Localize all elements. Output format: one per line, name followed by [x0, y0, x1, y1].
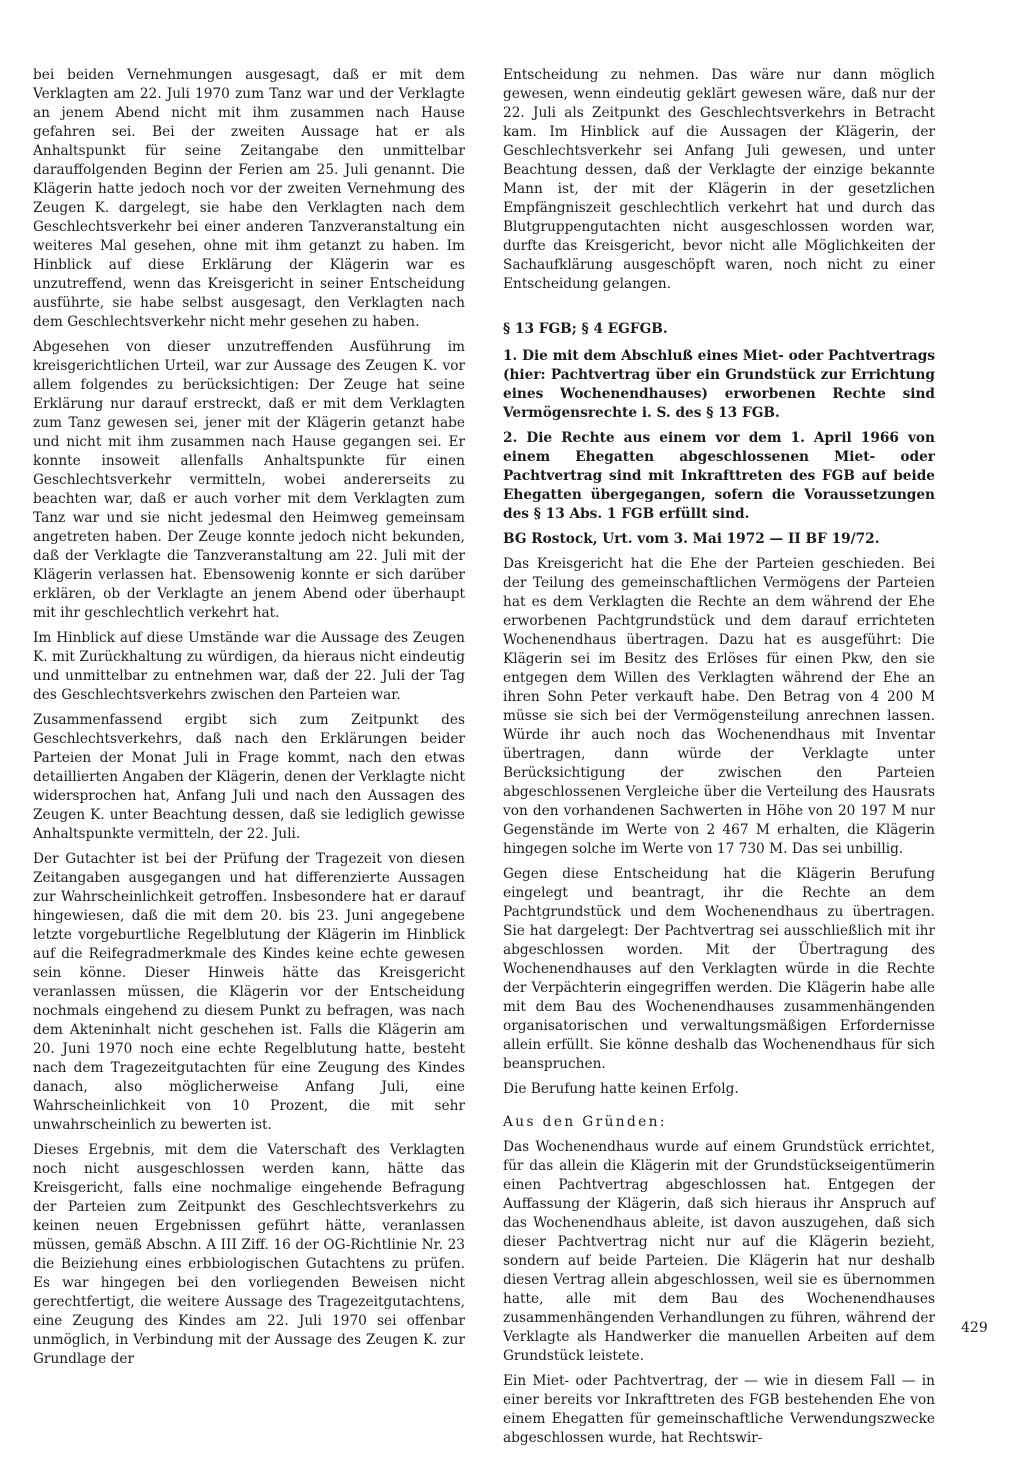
paragraph: Im Hinblick auf diese Umstände war die Aussage des Zeugen K. mit Zurückhaltung zu würdigen, da hieraus nicht eindeutig und unmittelbar zu entnehmen war, daß der 22. Juli der Tag des Geschlechtsverkehrs zwischen den Parteien war.	[33, 630, 465, 703]
paragraph: Entscheidung zu nehmen. Das wäre nur dann möglich gewesen, wenn eindeutig geklärt gewesen wäre, daß nur der 22. Juli als Zeitpunkt des Geschlechtsverkehrs in Betracht kam. Im Hinblick auf die Aussagen der Klägerin, der Geschlechtsverkehr sei Anfang Juli gewesen, und unter Beachtung dessen, daß der Verklagte der einzige bekannte Mann ist, der mit der Klägerin in der gesetzlichen Empfängniszeit geschlechtlich verkehrt hat und durch das Blutgruppengutachten nicht ausgeschlossen worden war, durfte das Kreisgericht, bevor nicht alle Möglichkeiten der Sachaufklärung ausgeschöpft waren, noch nicht zu einer Entscheidung gelangen.	[503, 67, 935, 292]
paragraph: Abgesehen von dieser unzutreffenden Ausführung im kreisgerichtlichen Urteil, war zur Aussage des Zeugen K. vor allem folgendes zu berücksichtigen: Der Zeuge hat seine Erklärung nur darauf erstreckt, daß er mit dem Verklagten zum Tanz gewesen sei, jener mit der Klägerin getanzt habe und nicht mit ihm zusammen nach Hause gegangen sei. Er konnte insoweit allenfalls Anhaltspunkte für einen Geschlechtsverkehr vermitteln, wobei andererseits zu beachten war, daß er auch vorher mit dem Verklagten zum Tanz war und sie nicht jedesmal den Heimweg gemeinsam angetreten haben. Der Zeuge konnte jedoch nicht bekunden, daß der Verklagte die Tanzveranstaltung am 22. Juli mit der Klägerin verlassen hat. Ebensowenig konnte er sich darüber erklären, ob der Verklagte an jenem Abend oder überhaupt mit ihr geschlechtlich verkehrt hat.	[33, 339, 465, 621]
paragraph: Dieses Ergebnis, mit dem die Vaterschaft des Verklagten noch nicht ausgeschlossen werden kann, hätte das Kreisgericht, falls eine nochmalige eingehende Befragung der Parteien zum Zeitpunkt des Geschlechtsverkehrs zu keinen neuen Ergebnissen geführt hätte, veranlassen müssen, gemäß Abschn. A III Ziff. 16 der OG-Richtlinie Nr. 23 die Beiziehung eines erbbiologischen Gutachtens zu prüfen. Es war hingegen bei den vorliegenden Beweisen nicht gerechtfertigt, die weitere Aussage des Tragezeitgutachtens, eine Zeugung des Kindes am 22. Juli 1970 sei offenbar unmöglich, in Verbindung mit der Aussage des Zeugen K. zur Grundlage der	[33, 1142, 465, 1367]
headnote: 2. Die Rechte aus einem vor dem 1. April 1966 von einem Ehegatten abgeschlossenen Miet- oder Pachtvertrag sind mit Inkrafttreten des FGB auf beide Ehegatten übergegangen, sofern die Voraussetzungen des § 13 Abs. 1 FGB erfüllt sind.	[503, 430, 935, 522]
paragraph: Gegen diese Entscheidung hat die Klägerin Berufung eingelegt und beantragt, ihr die Rechte an dem Pachtgrundstück und dem Wochenendhaus zu übertragen. Sie hat dargelegt: Der Pachtvertrag sei ausschließlich mit ihr abgeschlossen worden. Mit der Übertragung des Wochenendhauses auf den Verklagten würde in die Rechte der Verpächterin eingegriffen werden. Die Klägerin habe alle mit dem Bau des Wochenendhauses zusammenhängenden organisatorischen und verwaltungsmäßigen Erfordernisse allein erfüllt. Sie könne deshalb das Wochenendhaus für sich beanspruchen.	[503, 866, 935, 1072]
case-citation: BG Rostock, Urt. vom 3. Mai 1972 — II BF 19/72.	[503, 531, 880, 547]
page-number: 429	[961, 1320, 988, 1336]
headnote: 1. Die mit dem Abschluß eines Miet- oder Pachtvertrags (hier: Pachtvertrag über ein Grundstück zur Errichtung eines Wochenendhauses) erworbenen Rechte sind Vermögensrechte i. S. des § 13 FGB.	[503, 348, 935, 421]
paragraph: Das Kreisgericht hat die Ehe der Parteien geschieden. Bei der Teilung des gemeinschaftlichen Vermögens der Parteien hat es dem Verklagten die Rechte an dem während der Ehe erworbenen Pachtgrundstück und dem darauf errichteten Wochenendhaus übertragen. Dazu hat es ausgeführt: Die Klägerin sei im Besitz des Erlöses für einen Pkw, den sie entgegen dem Willen des Verklagten während der Ehe an ihren Sohn Peter verkauft habe. Den Betrag von 4 200 M müsse sie sich bei der Vermögensteilung anrechnen lassen. Würde ihr auch noch das Wochenendhaus mit Inventar übertragen, dann würde der Verklagte unter Berücksichtigung der zwischen den Parteien abgeschlossenen Vergleiche über die Verteilung des Hausrats von den vorhandenen Sachwerten in Höhe von 20 197 M nur Gegenstände im Werte von 2 467 M erhalten, die Klägerin hingegen solche im Werte von 17 730 M. Das sei unbillig.	[503, 556, 935, 857]
paragraph: Die Berufung hatte keinen Erfolg.	[503, 1081, 739, 1097]
paragraph: bei beiden Vernehmungen ausgesagt, daß er mit dem Verklagten am 22. Juli 1970 zum Tanz war und der Verklagte an jenem Abend nicht mit ihm zusammen nach Hause gefahren sei. Bei der zweiten Aussage hat er als Anhaltspunkt für seine Zeitangabe den unmittelbar darauffolgenden Beginn der Ferien am 25. Juli genannt. Die Klägerin hatte jedoch noch vor der zweiten Vernehmung des Zeugen K. dargelegt, sie habe den Verklagten nach dem Geschlechtsverkehr bei einer anderen Tanzveranstaltung ein weiteres Mal gesehen, ohne mit ihm getanzt zu haben. Im Hinblick auf diese Erklärung der Klägerin war es unzutreffend, wenn das Kreisgericht in seiner Entscheidung ausführte, sie habe selbst ausgesagt, den Verklagten nach dem Geschlechtsverkehr nicht mehr gesehen zu haben.	[33, 67, 465, 330]
paragraph: Zusammenfassend ergibt sich zum Zeitpunkt des Geschlechtsverkehrs, daß nach den Erklärungen beider Parteien der Monat Juli in Frage kommt, nach den etwas detaillierten Angaben der Klägerin, denen der Verklagte nicht widersprochen hat, Anfang Juli und nach den Aussagen des Zeugen K. unter Beachtung dessen, daß sie lediglich gewisse Anhaltspunkte vermitteln, der 22. Juli.	[33, 712, 465, 842]
paragraph: Der Gutachter ist bei der Prüfung der Tragezeit von diesen Zeitangaben ausgegangen und hat differenzierte Aussagen zur Wahrscheinlichkeit getroffen. Insbesondere hat er darauf hingewiesen, daß die mit dem 20. bis 23. Juni angegebene letzte vorgeburtliche Regelblutung der Klägerin im Hinblick auf die Reifegradmerkmale des Kindes keine echte gewesen sein könne. Dieser Hinweis hätte das Kreisgericht veranlassen müssen, die Klägerin vor der Entscheidung nochmals eingehend zu diesem Punkt zu befragen, was nach dem Akteninhalt nicht geschehen ist. Falls die Klägerin am 20. Juni 1970 noch eine echte Regelblutung hatte, besteht nach dem Tragezeitgutachten für eine Zeugung des Kindes danach, also möglicherweise Anfang Juli, eine Wahrscheinlichkeit von 10 Prozent, die mit sehr unwahrscheinlich zu bewerten ist.	[33, 851, 465, 1133]
paragraph: Das Wochenendhaus wurde auf einem Grundstück errichtet, für das allein die Klägerin mit der Grundstückseigentümerin einen Pachtvertrag abgeschlossen hat. Entgegen der Auffassung der Klägerin, daß sich hieraus ihr Anspruch auf das Wochenendhaus ableite, ist davon auszugehen, daß sich dieser Pachtvertrag nicht nur auf die Klägerin bezieht, sondern auf beide Parteien. Die Klägerin hat nur deshalb diesen Vertrag allein abgeschlossen, weil sie es übernommen hatte, alle mit dem Bau des Wochenendhauses zusammenhängenden Verhandlungen zu führen, während der Verklagte als Handwerker die manuellen Arbeiten auf dem Grundstück leistete.	[503, 1139, 935, 1364]
paragraph: Ein Miet- oder Pachtvertrag, der — wie in diesem Fall — in einer bereits vor Inkrafttreten des FGB bestehenden Ehe von einem Ehegatten für gemeinschaftliche Verwendungszwecke abgeschlossen wurde, hat Rechtswir-	[503, 1373, 935, 1446]
left-column	[33, 66, 465, 1375]
right-column	[503, 66, 935, 1454]
section-heading: § 13 FGB; § 4 EGFGB.	[503, 321, 668, 337]
reasons-title: Aus den Gründen:	[503, 1114, 667, 1130]
